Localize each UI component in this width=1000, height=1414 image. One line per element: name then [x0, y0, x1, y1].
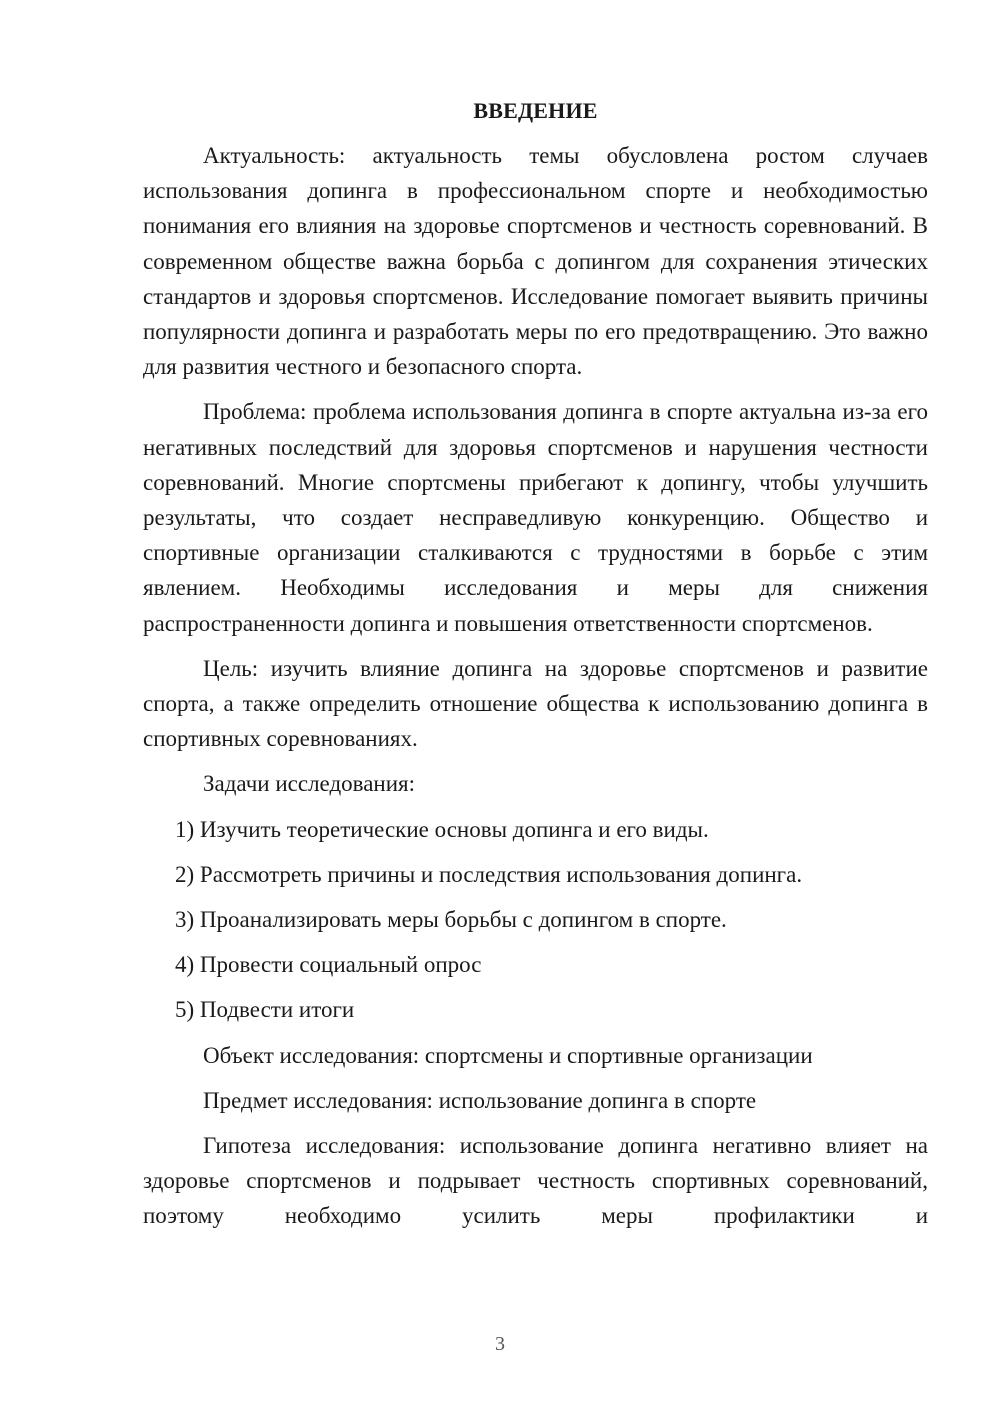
page-number: 3: [495, 1333, 505, 1355]
page-title: ВВЕДЕНИЕ: [473, 98, 598, 123]
list-item: 3) Проанализировать меры борьбы с допингом в спорте.: [175, 907, 727, 933]
tasks-heading: Задачи исследования:: [203, 771, 416, 797]
object-paragraph: Объект исследования: спортсмены и спортивные организации: [203, 1042, 813, 1068]
goal-paragraph: Цель: изучить влияние допинга на здоровье спортсменов и развитие спорта, а также определить отношение общества к использованию допинга в спортивных соревнованиях.: [143, 655, 928, 752]
relevance-paragraph: Актуальность: актуальность темы обусловлена ростом случаев использования допинга в профессиональном спорте и необходимостью понимания его влияния на здоровье спортсменов и честность соревнований. В современном обществе важна борьба с допингом для сохранения этических стандартов и здоровья спортсменов. Исследование помогает выявить причины популярности допинга и разработать меры по его предотвращению. Это важно для развития честного и безопасного спорта.: [143, 143, 928, 380]
tasks-list: [143, 812, 928, 1028]
page-content: [143, 94, 928, 1244]
list-item: 5) Подвести итоги: [175, 997, 355, 1023]
subject-paragraph: Предмет исследования: использование допинга в спорте: [203, 1087, 757, 1113]
list-item: 4) Провести социальный опрос: [175, 952, 482, 978]
problem-paragraph: Проблема: проблема использования допинга в спорте актуальна из-за его негативных последствий для здоровья спортсменов и нарушения честности соревнований. Многие спортсмены прибегают к допингу, чтобы улучшить результаты, что создает несправедливую конкуренцию. Общество и спортивные организации сталкиваются с трудностями в борьбе с этим явлением. Необходимы исследования и меры для снижения распространенности допинга и повышения ответственности спортсменов.: [143, 399, 928, 636]
list-item: 2) Рассмотреть причины и последствия использования допинга.: [175, 861, 803, 887]
list-item: 1) Изучить теоретические основы допинга и его виды.: [175, 816, 709, 842]
hypothesis-paragraph: Гипотеза исследования: использование допинга негативно влияет на здоровье спортсменов и подрывает честность спортивных соревнований, поэтому необходимо усилить меры профилактики и: [143, 1133, 928, 1229]
